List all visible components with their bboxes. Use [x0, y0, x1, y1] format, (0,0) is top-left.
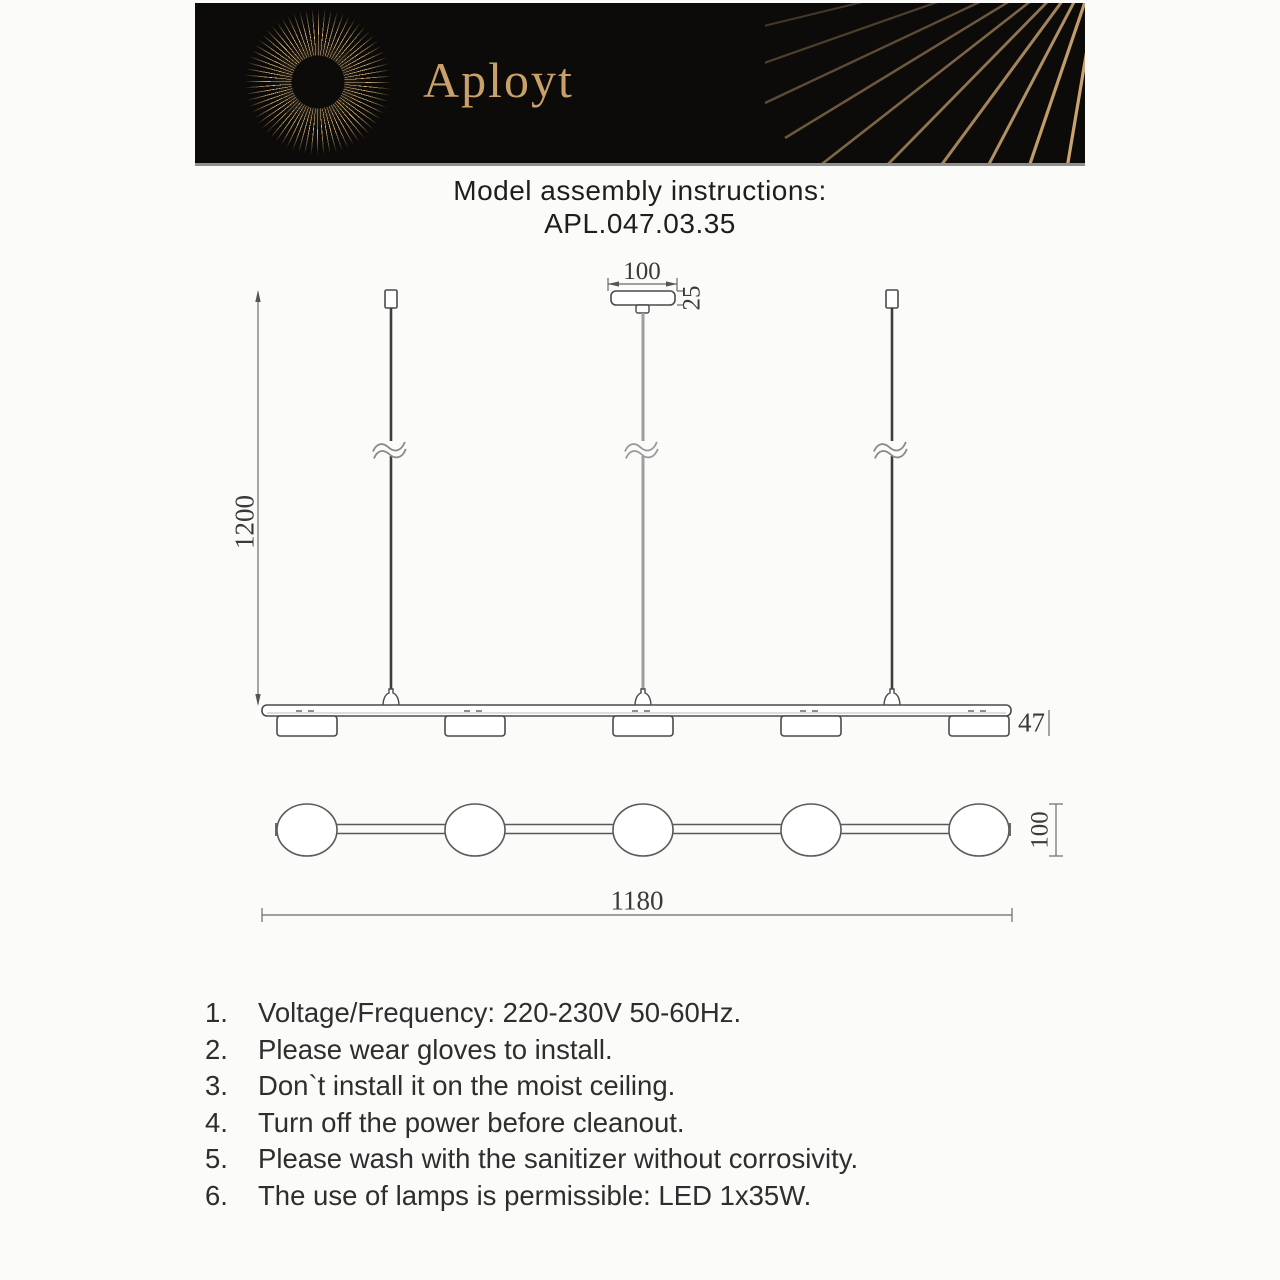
model-number: APL.047.03.35: [544, 208, 736, 239]
instruction-number: 6.: [205, 1179, 228, 1211]
instruction-text: Don`t install it on the moist ceiling.: [258, 1070, 676, 1101]
dim-label-canopy-width: 100: [623, 258, 661, 285]
instruction-number: 5.: [205, 1143, 228, 1174]
lamp-head-circle: [445, 804, 505, 856]
lamp-head-circle: [277, 804, 337, 856]
suspension-wire-right: [873, 290, 908, 706]
instruction-item: [205, 995, 1105, 1032]
lamp-head-circle: [613, 804, 673, 856]
instruction-item: [205, 1105, 1105, 1142]
suspension-wire-left: [372, 290, 407, 706]
suspension-wire-middle: [624, 313, 659, 706]
lamp-head: [445, 716, 505, 736]
instruction-text: The use of lamps is permissible: LED 1x35W.: [258, 1179, 812, 1211]
page-title: Model assembly instructions:: [453, 175, 827, 206]
brand-name: Aployt: [423, 52, 574, 108]
lamp-head: [277, 716, 337, 736]
dim-label-canopy-height: 25: [678, 285, 706, 311]
lamp-head-circle: [781, 804, 841, 856]
instruction-item: [205, 1068, 1105, 1105]
lamp-heads-side: [277, 716, 1009, 736]
instruction-item: [205, 1141, 1105, 1178]
instruction-item: [205, 1032, 1105, 1069]
instruction-list: [205, 995, 1105, 1214]
lamp-head: [613, 716, 673, 736]
wire-break-icon: [873, 441, 908, 461]
canopy: [611, 291, 675, 313]
instruction-number: 1.: [205, 997, 228, 1028]
lamp-heads-plan: [277, 804, 1009, 856]
instruction-text: Please wash with the sanitizer without corrosivity.: [258, 1143, 859, 1174]
dim-label-bar-height: 47: [1018, 707, 1045, 738]
instruction-text: Please wear gloves to install.: [258, 1033, 613, 1065]
instruction-number: 4.: [205, 1106, 228, 1138]
lamp-head-circle: [949, 804, 1009, 856]
dim-label-wire-length: 1200: [229, 495, 260, 549]
instruction-item: [205, 1178, 1105, 1215]
wire-break-icon: [372, 441, 407, 461]
dim-label-total-length: 1180: [610, 885, 664, 916]
lamp-head: [781, 716, 841, 736]
instruction-text: Voltage/Frequency: 220-230V 50-60Hz.: [258, 997, 742, 1028]
instruction-number: 3.: [205, 1070, 228, 1101]
wire-break-icon: [624, 441, 659, 461]
instruction-text: Turn off the power before cleanout.: [258, 1106, 685, 1138]
lamp-head: [949, 716, 1009, 736]
instruction-number: 2.: [205, 1033, 228, 1065]
dim-label-head-size: 100: [1026, 811, 1054, 849]
fixture-bar: [262, 705, 1011, 716]
